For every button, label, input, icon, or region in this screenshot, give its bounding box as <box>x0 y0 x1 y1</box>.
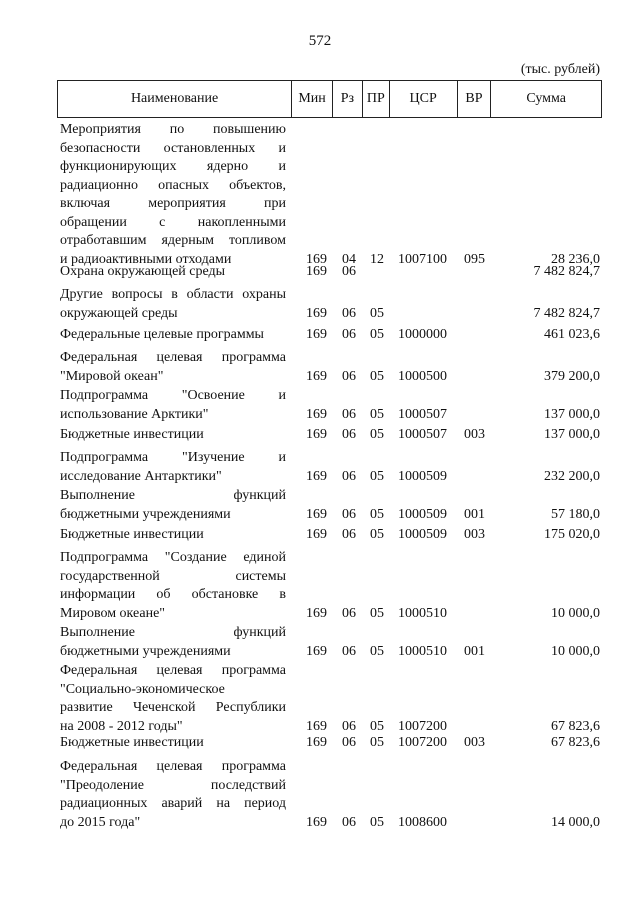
table-row <box>60 263 600 282</box>
cell-pr: 05 <box>370 735 384 750</box>
cell-csr: 1000509 <box>398 506 447 522</box>
cell-pr: 05 <box>370 468 384 484</box>
row-name-line: Федеральная целевая программа <box>60 759 286 774</box>
cell-pr: 12 <box>370 251 384 267</box>
cell-rz: 06 <box>342 406 356 422</box>
cell-min: 169 <box>306 368 327 384</box>
cell-csr: 1000510 <box>398 643 447 659</box>
cell-sum: 379 200,0 <box>544 368 600 384</box>
header-min: Мин <box>292 81 333 117</box>
table-row <box>60 121 600 269</box>
cell-rz: 06 <box>342 427 356 442</box>
cell-pr: 05 <box>370 305 384 321</box>
cell-csr: 1008600 <box>398 814 447 830</box>
cell-min: 169 <box>306 251 327 267</box>
row-name <box>60 121 286 269</box>
cell-pr: 05 <box>370 718 384 734</box>
cell-rz: 06 <box>342 643 356 659</box>
cell-csr: 1000507 <box>398 427 447 442</box>
cell-sum: 28 236,0 <box>551 251 600 267</box>
cell-rz: 06 <box>342 327 356 342</box>
header-rz: Рз <box>333 81 363 117</box>
cell-csr: 1000509 <box>398 527 447 542</box>
cell-pr: 05 <box>370 327 384 342</box>
cell-sum: 461 023,6 <box>544 327 600 342</box>
cell-min: 169 <box>306 327 327 342</box>
row-name-line: обращении с накопленными <box>60 214 286 230</box>
cell-sum: 7 482 824,7 <box>533 305 600 321</box>
row-name-line: Федеральная целевая программа <box>60 663 286 678</box>
row-name-line: Выполнение функций <box>60 488 286 503</box>
cell-rz: 06 <box>342 468 356 484</box>
cell-pr: 05 <box>370 506 384 522</box>
cell-pr: 05 <box>370 605 384 621</box>
row-name-line: отработавшим ядерным топливом <box>60 233 286 248</box>
cell-rz: 06 <box>342 527 356 542</box>
row-name-line: Федеральные целевые программы <box>60 327 264 342</box>
table-row <box>60 734 600 753</box>
cell-csr: 1000510 <box>398 605 447 621</box>
cell-min: 169 <box>306 643 327 659</box>
row-name-line: Бюджетные инвестиции <box>60 427 204 442</box>
row-name-line: информации об обстановке в <box>60 587 286 602</box>
row-name-line: до 2015 года" <box>60 814 141 830</box>
table-row <box>60 662 600 736</box>
cell-rz: 06 <box>342 264 356 279</box>
cell-rz: 06 <box>342 305 356 321</box>
cell-rz: 06 <box>342 814 356 830</box>
row-name-line: окружающей среды <box>60 305 178 321</box>
cell-vr: 003 <box>464 427 485 442</box>
cell-min: 169 <box>306 735 327 750</box>
cell-sum: 14 000,0 <box>551 814 600 830</box>
row-name-line: безопасности остановленных и <box>60 140 286 156</box>
row-name <box>60 662 286 736</box>
cell-min: 169 <box>306 427 327 442</box>
cell-pr: 05 <box>370 406 384 422</box>
row-name-line: радиационно опасных объектов, <box>60 177 286 193</box>
row-name <box>60 263 286 282</box>
cell-pr: 05 <box>370 427 384 442</box>
cell-min: 169 <box>306 468 327 484</box>
header-pr: ПР <box>363 81 390 117</box>
cell-vr: 095 <box>464 251 485 267</box>
row-name <box>60 426 286 445</box>
table-header <box>57 80 602 118</box>
cell-sum: 137 000,0 <box>544 427 600 442</box>
row-name <box>60 387 286 424</box>
cell-csr: 1000000 <box>398 327 447 342</box>
row-name-line: Бюджетные инвестиции <box>60 527 204 542</box>
cell-rz: 06 <box>342 605 356 621</box>
cell-sum: 137 000,0 <box>544 406 600 422</box>
row-name-line: исследование Антарктики" <box>60 468 222 484</box>
cell-min: 169 <box>306 605 327 621</box>
row-name-line: Подпрограмма "Изучение и <box>60 450 286 465</box>
table-row <box>60 387 600 424</box>
cell-vr: 003 <box>464 735 485 750</box>
row-name <box>60 487 286 524</box>
cell-sum: 67 823,6 <box>551 735 600 750</box>
table-row <box>60 758 600 832</box>
cell-sum: 175 020,0 <box>544 527 600 542</box>
row-name-line: на 2008 - 2012 годы" <box>60 718 183 734</box>
cell-csr: 1007200 <box>398 718 447 734</box>
row-name <box>60 549 286 623</box>
cell-pr: 05 <box>370 814 384 830</box>
cell-sum: 10 000,0 <box>551 605 600 621</box>
row-name-line: развитие Чеченской Республики <box>60 700 286 715</box>
row-name-line: включая мероприятия при <box>60 196 286 211</box>
cell-sum: 67 823,6 <box>551 718 600 734</box>
table-row <box>60 326 600 345</box>
table-row <box>60 487 600 524</box>
table-row <box>60 549 600 623</box>
cell-min: 169 <box>306 305 327 321</box>
row-name <box>60 326 286 345</box>
cell-rz: 06 <box>342 506 356 522</box>
cell-min: 169 <box>306 814 327 830</box>
row-name-line: Мировом океане" <box>60 605 166 621</box>
row-name-line: "Социально-экономическое <box>60 681 225 697</box>
cell-min: 169 <box>306 527 327 542</box>
table-row <box>60 349 600 386</box>
row-name-line: "Мировой океан" <box>60 368 164 384</box>
header-vr: ВР <box>458 81 492 117</box>
cell-vr: 001 <box>464 643 485 659</box>
row-name <box>60 449 286 486</box>
table-row <box>60 286 600 323</box>
row-name-line: Мероприятия по повышению <box>60 122 286 137</box>
row-name-line: радиационных аварий на период <box>60 796 286 811</box>
cell-csr: 1000500 <box>398 368 447 384</box>
cell-csr: 1007200 <box>398 735 447 750</box>
cell-sum: 7 482 824,7 <box>533 264 600 279</box>
cell-vr: 003 <box>464 527 485 542</box>
cell-pr: 05 <box>370 368 384 384</box>
cell-rz: 06 <box>342 718 356 734</box>
row-name-line: "Преодоление последствий <box>60 777 286 793</box>
cell-vr: 001 <box>464 506 485 522</box>
row-name <box>60 526 286 545</box>
row-name-line: функционирующих ядерно и <box>60 159 286 174</box>
cell-min: 169 <box>306 718 327 734</box>
cell-csr: 1000509 <box>398 468 447 484</box>
row-name <box>60 624 286 661</box>
row-name-line: Подпрограмма "Создание единой <box>60 550 286 565</box>
row-name-line: и радиоактивными отходами <box>60 251 232 267</box>
cell-sum: 232 200,0 <box>544 468 600 484</box>
cell-pr: 05 <box>370 643 384 659</box>
cell-sum: 57 180,0 <box>551 506 600 522</box>
row-name <box>60 349 286 386</box>
cell-min: 169 <box>306 264 327 279</box>
header-sum: Сумма <box>526 91 567 106</box>
table-row <box>60 449 600 486</box>
page-number: 572 <box>308 33 332 49</box>
units-label: (тыс. рублей) <box>520 62 600 77</box>
row-name-line: Бюджетные инвестиции <box>60 735 204 750</box>
header-name: Наименование <box>58 81 292 117</box>
row-name-line: Другие вопросы в области охраны <box>60 287 286 302</box>
cell-csr: 1007100 <box>398 251 447 267</box>
table-row <box>60 426 600 445</box>
table-row <box>60 526 600 545</box>
header-csr: ЦСР <box>390 81 458 117</box>
row-name-line: государственной системы <box>60 568 286 584</box>
row-name-line: Федеральная целевая программа <box>60 350 286 365</box>
cell-rz: 04 <box>342 251 356 267</box>
row-name <box>60 758 286 832</box>
cell-sum: 10 000,0 <box>551 643 600 659</box>
row-name-line: бюджетными учреждениями <box>60 643 231 659</box>
row-name <box>60 734 286 753</box>
cell-pr: 05 <box>370 527 384 542</box>
cell-rz: 06 <box>342 735 356 750</box>
cell-min: 169 <box>306 506 327 522</box>
cell-rz: 06 <box>342 368 356 384</box>
row-name-line: использование Арктики" <box>60 406 209 422</box>
row-name-line: бюджетными учреждениями <box>60 506 231 522</box>
row-name-line: Подпрограмма "Освоение и <box>60 388 286 403</box>
table-row <box>60 624 600 661</box>
row-name-line: Выполнение функций <box>60 625 286 640</box>
row-name-line: Охрана окружающей среды <box>60 264 226 279</box>
row-name <box>60 286 286 323</box>
cell-min: 169 <box>306 406 327 422</box>
cell-csr: 1000507 <box>398 406 447 422</box>
